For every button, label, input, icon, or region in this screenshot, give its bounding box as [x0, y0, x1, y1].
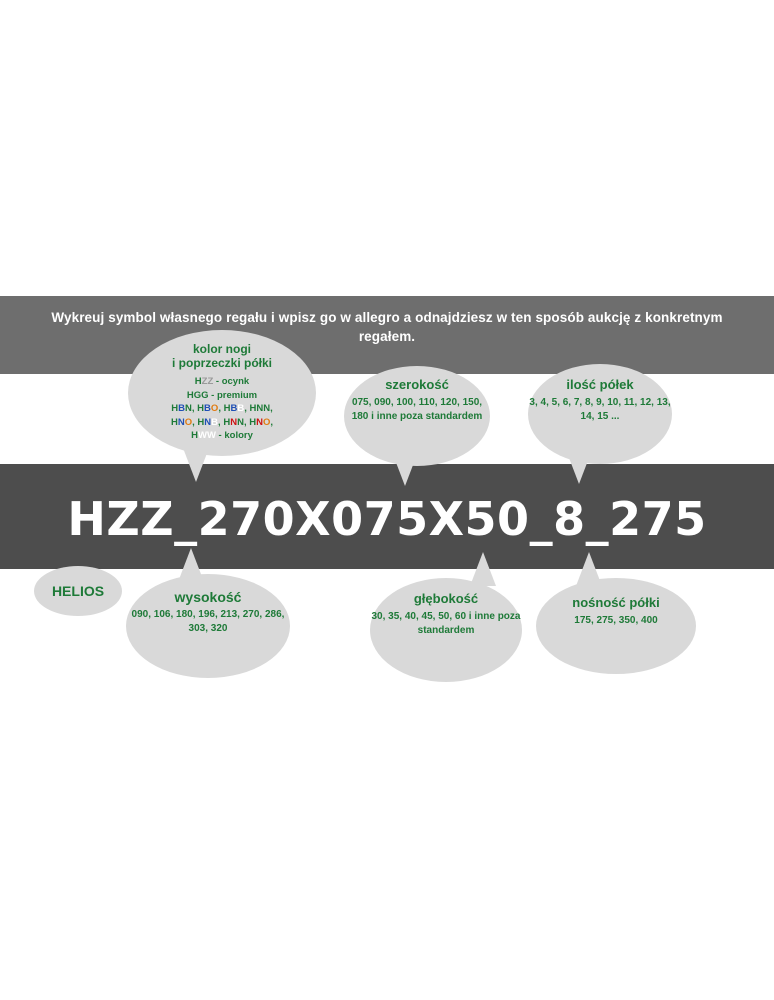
callout-ilosc-values: 3, 4, 5, 6, 7, 8, 9, 10, 11, 12, 13, 14, 15 ...	[529, 397, 671, 422]
callout-wysokosc	[126, 574, 290, 678]
callout-nosnosc-title: nośność półki	[572, 595, 660, 610]
kolor-code-line-5: HWW - kolory	[191, 430, 253, 441]
callout-kolor-title-line2: i poprzeczki półki	[171, 356, 273, 370]
kolor-code-line-1: HZZ - ocynk	[194, 376, 250, 387]
callout-nosnosc-polki	[536, 578, 696, 674]
callout-brand-helios	[34, 566, 122, 616]
callout-glebokosc-values: 30, 35, 40, 45, 50, 60 i inne poza standardem	[371, 611, 521, 636]
callout-szerokosc-values: 075, 090, 100, 110, 120, 150, 180 i inne poza standardem	[351, 397, 483, 422]
product-code-label: HZZ_270X075X50_8_275	[67, 492, 707, 546]
callout-wysokosc-title: wysokość	[174, 589, 242, 605]
callout-kolor-nogi	[128, 330, 316, 456]
callout-nosnosc-values: 175, 275, 350, 400	[574, 615, 658, 626]
callout-glebokosc	[370, 578, 522, 682]
callout-kolor-title-line1: kolor nogi	[193, 342, 251, 356]
callout-kolor-codes	[128, 375, 316, 443]
callout-szerokosc-title: szerokość	[385, 377, 449, 392]
callout-ilosc-title: ilość półek	[566, 377, 634, 392]
callout-glebokosc-title: głębokość	[413, 591, 479, 606]
brand-label: HELIOS	[51, 583, 105, 599]
kolor-code-line-3: HBN, HBO, HBB, HNN,	[171, 403, 273, 414]
kolor-code-line-4: HNO, HNB, HNN, HNO,	[170, 416, 273, 428]
headline-text: Wykreuj symbol własnego regału i wpisz go w allegro a odnajdziesz w ten sposób aukcję z konkretnym regałem.	[51, 310, 723, 344]
kolor-code-line-2: HGG - premium	[186, 389, 258, 401]
callout-szerokosc	[344, 366, 490, 466]
callout-wysokosc-values: 090, 106, 180, 196, 213, 270, 286, 303, 320	[131, 609, 285, 634]
callout-ilosc-polek	[528, 364, 672, 464]
